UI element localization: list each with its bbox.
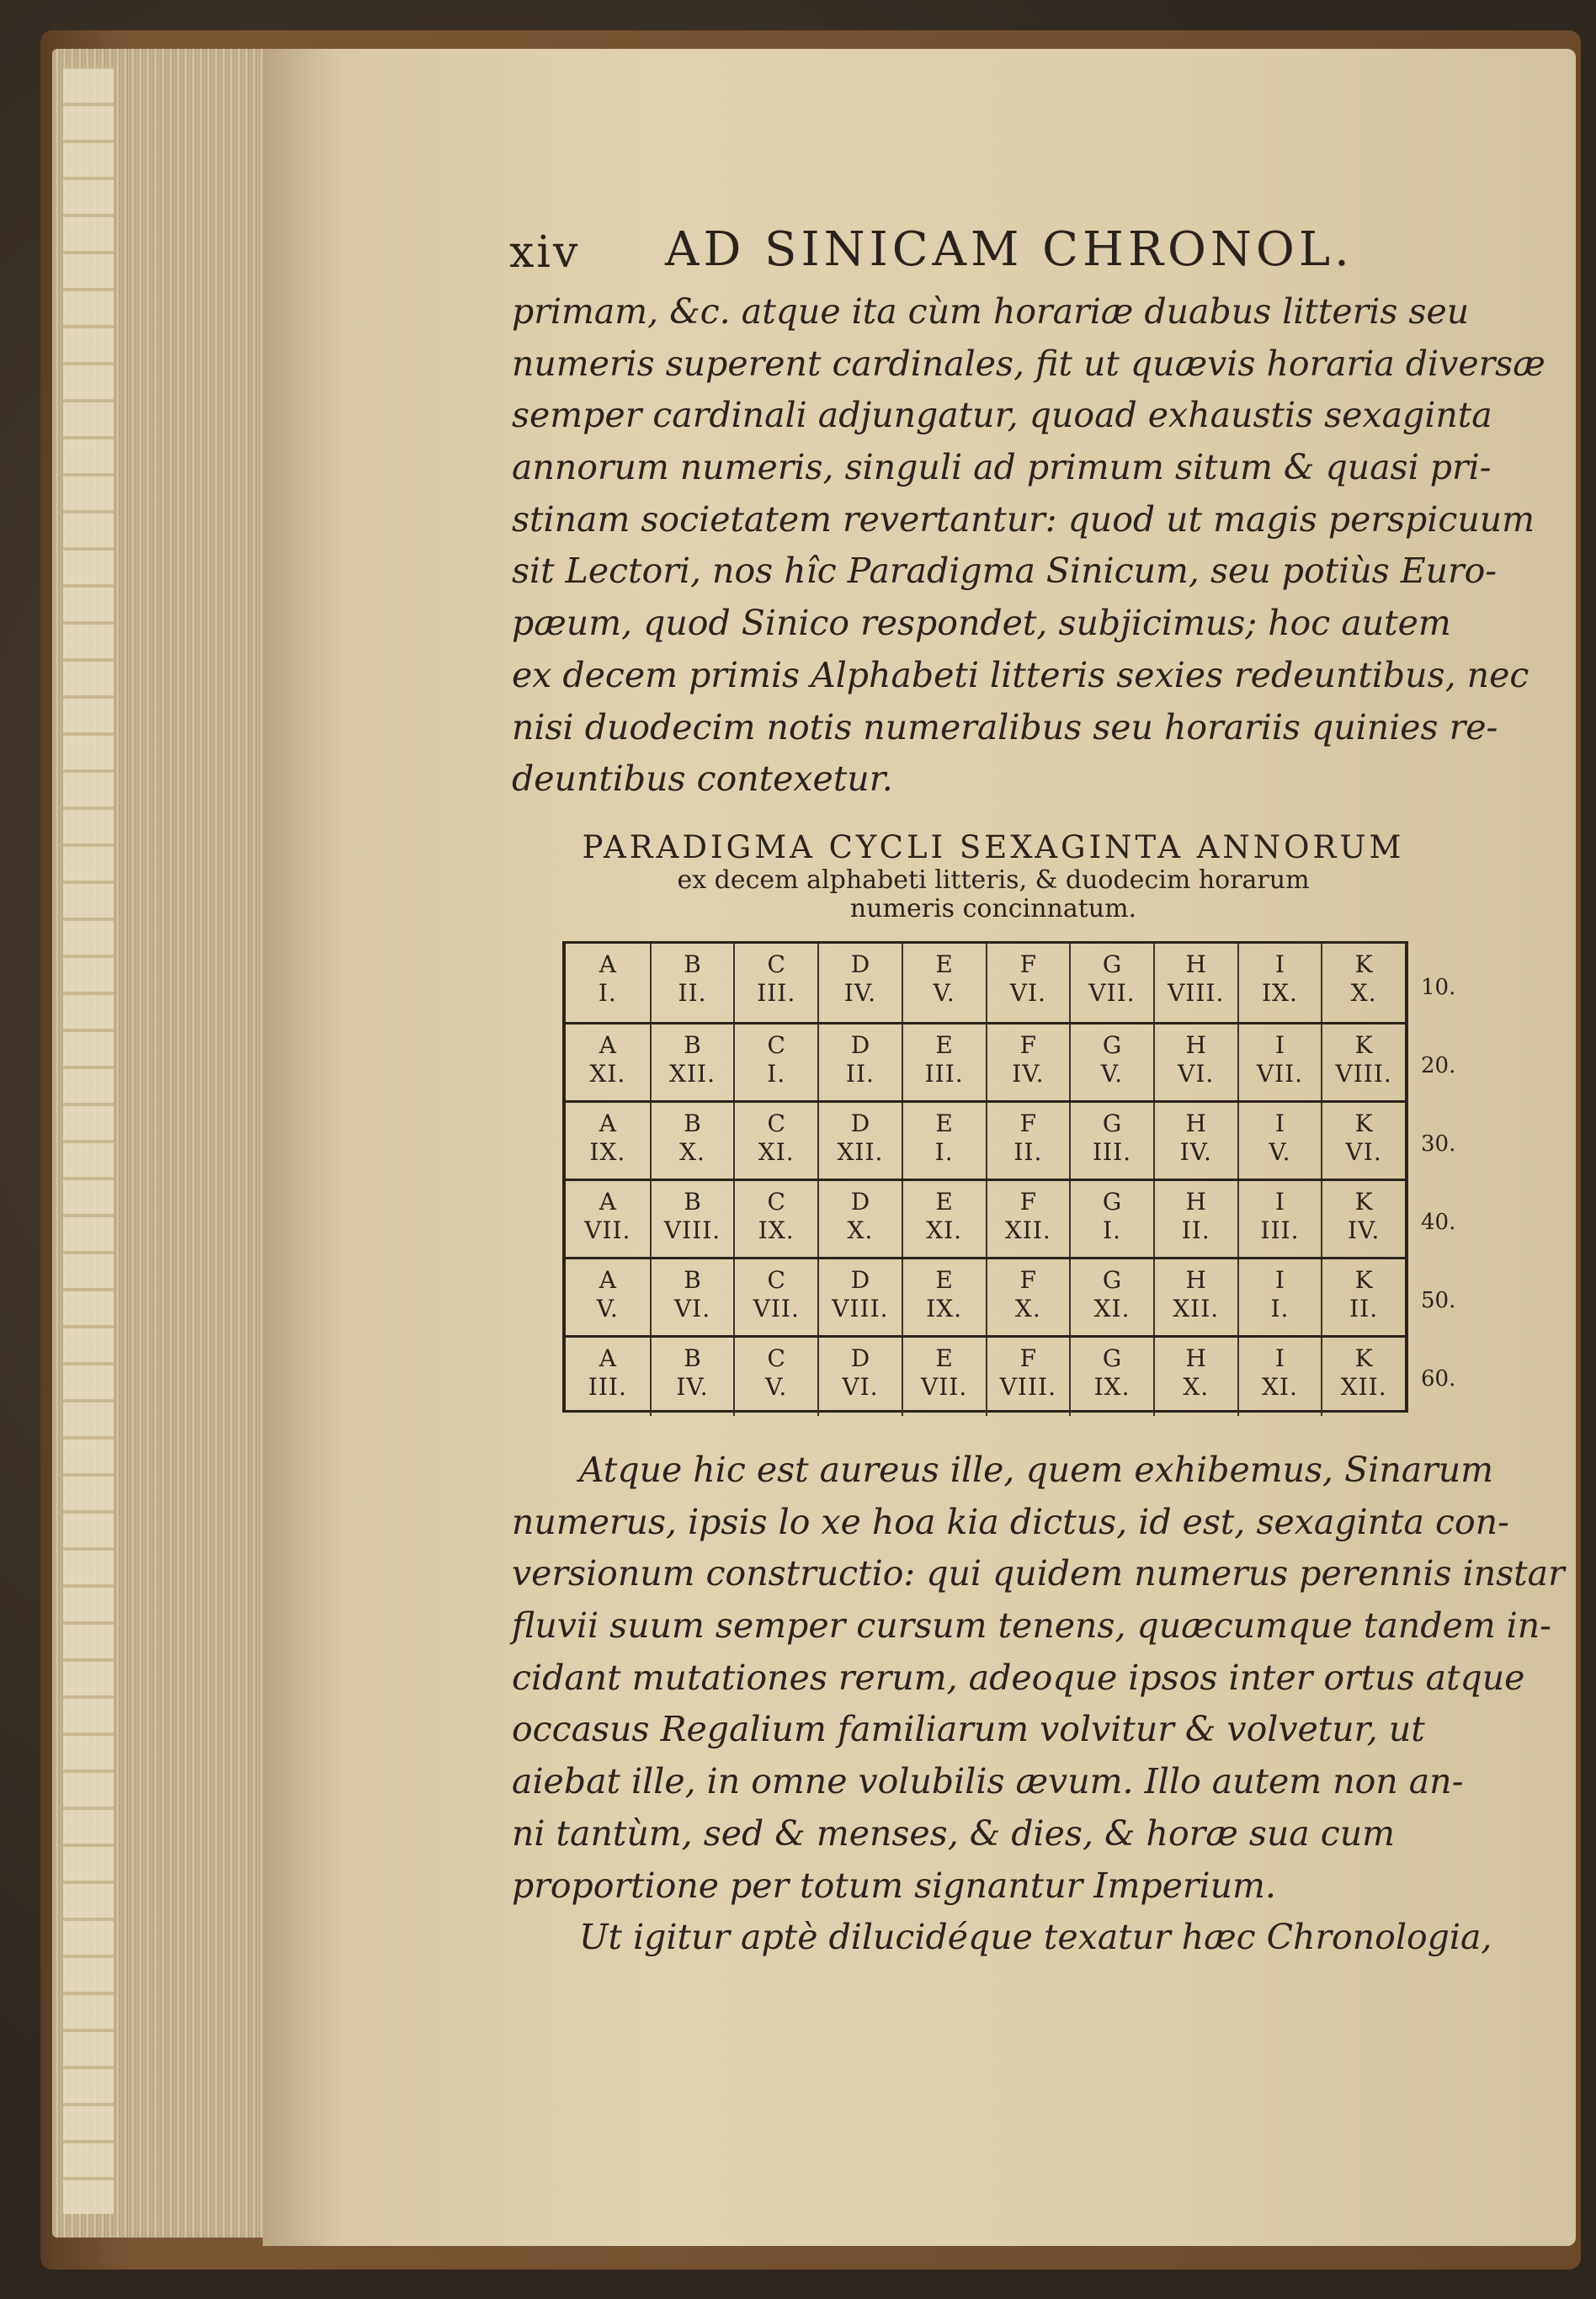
table-cell — [902, 1338, 986, 1416]
cell-letter: I — [1274, 1344, 1285, 1372]
cell-letter: C — [767, 1031, 785, 1059]
row-year-count: 20. — [1421, 1053, 1456, 1078]
cell-letter: I — [1274, 1188, 1285, 1216]
cell-letter: I — [1274, 950, 1285, 978]
cell-letter: H — [1185, 950, 1206, 978]
table-cell — [1321, 944, 1405, 1022]
table-cell — [902, 1181, 986, 1259]
cell-letter: G — [1102, 1344, 1122, 1372]
table-cell — [1237, 1103, 1322, 1181]
cell-numeral: VI. — [842, 1373, 879, 1401]
table-title: PARADIGMA CYCLI SEXAGINTA ANNORUM — [582, 829, 1405, 865]
table-row — [566, 1257, 1405, 1338]
table-row — [566, 944, 1405, 1022]
cell-letter: B — [684, 1344, 701, 1372]
cell-letter: F — [1019, 1344, 1037, 1372]
cell-numeral: X. — [1350, 979, 1377, 1007]
cell-letter: K — [1354, 1110, 1373, 1137]
cell-numeral: III. — [1260, 1216, 1300, 1244]
table-cell — [1153, 1259, 1237, 1338]
cell-letter: B — [684, 1266, 701, 1294]
table-cell — [566, 1103, 650, 1181]
table-cell — [1321, 1259, 1405, 1338]
cell-letter: E — [935, 1110, 953, 1137]
cell-numeral: IX. — [589, 1138, 626, 1166]
table-cell — [1237, 1259, 1322, 1338]
cell-letter: K — [1354, 1031, 1373, 1059]
cell-numeral: VIII. — [832, 1295, 889, 1322]
cell-numeral: IV. — [676, 1373, 709, 1401]
table-cell — [1069, 1024, 1153, 1103]
cell-numeral: I. — [1270, 1295, 1290, 1322]
row-year-count: 30. — [1421, 1131, 1456, 1157]
table-cell — [1069, 1338, 1153, 1416]
text-line: primam, &c. atque ita cùm horariæ duabus litteris seu — [512, 291, 1470, 332]
table-row — [566, 1335, 1405, 1416]
cell-letter: F — [1019, 1266, 1037, 1294]
table-cell — [1069, 1103, 1153, 1181]
text-line: numeris superent cardinales, fit ut quævis horaria diversæ — [512, 343, 1545, 384]
cell-numeral: I. — [598, 979, 617, 1007]
cell-numeral: VIII. — [999, 1373, 1056, 1401]
table-cell — [1237, 1338, 1322, 1416]
text-line: Atque hic est aureus ille, quem exhibemus, Sinarum — [579, 1450, 1494, 1490]
cell-letter: H — [1185, 1266, 1206, 1294]
cell-numeral: VI. — [673, 1295, 711, 1322]
text-line: cidant mutationes rerum, adeoque ipsos inter ortus atque — [512, 1657, 1525, 1698]
table-cell — [902, 1259, 986, 1338]
cell-letter: D — [850, 1031, 870, 1059]
cell-numeral: XII. — [1004, 1216, 1051, 1244]
cell-numeral: VII. — [1256, 1060, 1304, 1088]
cell-letter: C — [767, 1110, 785, 1137]
table-row — [566, 1022, 1405, 1103]
paragraph-2 — [512, 1445, 1565, 1964]
table-cell — [650, 1024, 734, 1103]
text-line: stinam societatem revertantur: quod ut magis perspicuum — [512, 498, 1535, 540]
cell-numeral: XI. — [926, 1216, 963, 1244]
table-row — [566, 1100, 1405, 1181]
table-cell — [1153, 1103, 1237, 1181]
cell-numeral: XII. — [669, 1060, 716, 1088]
text-line: ni tantùm, sed & menses, & dies, & horæ sua cum — [512, 1812, 1395, 1854]
table-cell — [1321, 1103, 1405, 1181]
cell-numeral: V. — [596, 1295, 619, 1322]
table-cell — [986, 1181, 1070, 1259]
table-cell — [650, 1181, 734, 1259]
table-cell — [1321, 1024, 1405, 1103]
cell-letter: A — [598, 1188, 616, 1216]
cell-numeral: IV. — [1347, 1216, 1381, 1244]
cell-letter: H — [1185, 1188, 1206, 1216]
table-cell — [650, 944, 734, 1022]
table-cell — [733, 1259, 817, 1338]
table-cell — [566, 944, 650, 1022]
table-cell — [1237, 1024, 1322, 1103]
cell-letter: F — [1019, 1188, 1037, 1216]
text-line: annorum numeris, singuli ad primum situm & quasi pri- — [512, 447, 1492, 488]
table-cell — [817, 1181, 902, 1259]
cell-letter: G — [1102, 1031, 1122, 1059]
cell-numeral: III. — [757, 979, 796, 1007]
sexagenary-cycle-table — [562, 941, 1408, 1413]
cell-letter: B — [684, 1031, 701, 1059]
text-line: pæum, quod Sinico respondet, subjicimus; hoc autem — [512, 603, 1451, 644]
table-cell — [1153, 944, 1237, 1022]
table-cell — [733, 1338, 817, 1416]
cell-letter: E — [935, 950, 953, 978]
cell-numeral: I. — [1103, 1216, 1122, 1244]
cell-numeral: XI. — [1261, 1373, 1298, 1401]
cell-numeral: VII. — [1088, 979, 1136, 1007]
cell-numeral: II. — [1349, 1295, 1379, 1322]
cell-letter: K — [1354, 1266, 1373, 1294]
table-cell — [902, 1103, 986, 1181]
cell-numeral: IX. — [1261, 979, 1298, 1007]
cell-numeral: IV. — [843, 979, 877, 1007]
cell-letter: E — [935, 1031, 953, 1059]
cell-numeral: XI. — [758, 1138, 795, 1166]
cell-numeral: XI. — [1093, 1295, 1130, 1322]
cell-letter: G — [1102, 1110, 1122, 1137]
cell-numeral: X. — [679, 1138, 705, 1166]
table-cell — [817, 1259, 902, 1338]
cell-numeral: XI. — [589, 1060, 626, 1088]
text-line: ex decem primis Alphabeti litteris sexies redeuntibus, nec — [512, 654, 1530, 695]
text-line: nisi duodecim notis numeralibus seu horariis quinies re- — [512, 706, 1498, 748]
cell-letter: D — [850, 950, 870, 978]
cell-letter: A — [598, 1031, 616, 1059]
table-cell — [566, 1181, 650, 1259]
cell-letter: C — [767, 950, 785, 978]
table-cell — [1069, 1259, 1153, 1338]
cell-numeral: XII. — [1173, 1295, 1220, 1322]
table-cell — [1069, 1181, 1153, 1259]
table-cell — [733, 1024, 817, 1103]
table-cell — [1321, 1181, 1405, 1259]
cell-letter: K — [1354, 950, 1373, 978]
cell-letter: B — [684, 950, 701, 978]
cell-letter: E — [935, 1188, 953, 1216]
table-cell — [902, 944, 986, 1022]
cell-letter: I — [1274, 1031, 1285, 1059]
table-cell — [733, 1103, 817, 1181]
table-cell — [986, 1338, 1070, 1416]
cell-letter: C — [767, 1344, 785, 1372]
cell-letter: K — [1354, 1188, 1373, 1216]
cell-numeral: X. — [1014, 1295, 1041, 1322]
cell-numeral: VII. — [584, 1216, 631, 1244]
table-cell — [1321, 1338, 1405, 1416]
cell-letter: A — [598, 1266, 616, 1294]
table-cell — [1153, 1338, 1237, 1416]
running-head — [509, 222, 1460, 286]
cell-letter: D — [850, 1110, 870, 1137]
cell-numeral: VI. — [1178, 1060, 1215, 1088]
table-cell — [1153, 1181, 1237, 1259]
cell-numeral: V. — [933, 979, 955, 1007]
cell-letter: E — [935, 1344, 953, 1372]
cell-numeral: II. — [678, 979, 707, 1007]
table-cell — [650, 1259, 734, 1338]
text-line: fluvii suum semper cursum tenens, quæcumque tandem in- — [512, 1605, 1552, 1647]
cell-letter: A — [598, 1344, 616, 1372]
table-subtitle-2: numeris concinnatum. — [849, 894, 1137, 923]
cell-letter: F — [1019, 1110, 1037, 1137]
paragraph-1 — [512, 286, 1545, 806]
table-cell — [566, 1338, 650, 1416]
cell-numeral: I. — [767, 1060, 786, 1088]
table-cell — [650, 1103, 734, 1181]
table-cell — [1153, 1024, 1237, 1103]
cell-numeral: II. — [1013, 1138, 1043, 1166]
text-line: aiebat ille, in omne volubilis ævum. Illo autem non an- — [512, 1761, 1464, 1802]
cell-letter: I — [1274, 1110, 1285, 1137]
page-number: xiv — [509, 227, 581, 278]
cell-letter: G — [1102, 1188, 1122, 1216]
cell-letter: E — [935, 1266, 953, 1294]
cell-numeral: IV. — [1179, 1138, 1212, 1166]
text-line: proportione per totum signantur Imperium. — [512, 1865, 1276, 1906]
row-year-count: 10. — [1421, 975, 1456, 1000]
cell-letter: A — [598, 950, 616, 978]
cell-letter: I — [1274, 1266, 1285, 1294]
cell-numeral: IX. — [1093, 1373, 1130, 1401]
cell-numeral: II. — [845, 1060, 875, 1088]
cell-numeral: IX. — [926, 1295, 963, 1322]
cell-numeral: X. — [847, 1216, 874, 1244]
table-cell — [650, 1338, 734, 1416]
cell-letter: D — [850, 1188, 870, 1216]
table-cell — [1237, 1181, 1322, 1259]
table-cell — [1069, 944, 1153, 1022]
cell-numeral: VI. — [1345, 1138, 1382, 1166]
cell-numeral: V. — [765, 1373, 788, 1401]
text-line: sit Lectori, nos hîc Paradigma Sinicum, seu potiùs Euro- — [512, 551, 1498, 592]
cell-numeral: V. — [1100, 1060, 1124, 1088]
cell-letter: G — [1102, 950, 1122, 978]
table-cell — [986, 1259, 1070, 1338]
text-line: versionum constructio: qui quidem numerus perennis instar — [512, 1553, 1565, 1594]
row-year-count: 40. — [1421, 1210, 1456, 1235]
cell-numeral: XII. — [837, 1138, 884, 1166]
cell-letter: H — [1185, 1344, 1206, 1372]
cell-numeral: VII. — [753, 1295, 800, 1322]
table-cell — [566, 1259, 650, 1338]
row-year-count: 50. — [1421, 1288, 1456, 1313]
cell-letter: F — [1019, 950, 1037, 978]
cell-numeral: VII. — [921, 1373, 968, 1401]
table-cell — [1237, 944, 1322, 1022]
cell-letter: C — [767, 1188, 785, 1216]
table-cell — [817, 1338, 902, 1416]
row-year-count: 60. — [1421, 1366, 1456, 1392]
text-line: Ut igitur aptè dilucidéque texatur hæc Chronologia, — [579, 1917, 1492, 1958]
cell-numeral: VIII. — [1168, 979, 1225, 1007]
cell-numeral: I. — [934, 1138, 954, 1166]
text-line: deuntibus contexetur. — [512, 758, 893, 800]
table-cell — [986, 1103, 1070, 1181]
table-cell — [986, 944, 1070, 1022]
running-title: AD SINICAM CHRONOL. — [665, 222, 1354, 277]
cell-letter: D — [850, 1266, 870, 1294]
table-subtitle-1: ex decem alphabeti litteris, & duodecim horarum — [677, 865, 1310, 895]
table-cell — [817, 1024, 902, 1103]
cell-numeral: II. — [1181, 1216, 1210, 1244]
table-cell — [902, 1024, 986, 1103]
cell-letter: H — [1185, 1110, 1206, 1137]
cell-numeral: X. — [1183, 1373, 1210, 1401]
cell-letter: D — [850, 1344, 870, 1372]
cell-letter: A — [598, 1110, 616, 1137]
table-cell — [566, 1024, 650, 1103]
cell-letter: B — [684, 1110, 701, 1137]
cell-numeral: V. — [1269, 1138, 1291, 1166]
cell-numeral: III. — [924, 1060, 964, 1088]
cell-numeral: VI. — [1009, 979, 1046, 1007]
cell-letter: H — [1185, 1031, 1206, 1059]
table-row — [566, 1179, 1405, 1259]
table-cell — [817, 1103, 902, 1181]
cell-letter: F — [1019, 1031, 1037, 1059]
cell-numeral: XII. — [1340, 1373, 1387, 1401]
table-cell — [986, 1024, 1070, 1103]
cell-letter: K — [1354, 1344, 1373, 1372]
cell-letter: C — [767, 1266, 785, 1294]
table-cell — [733, 1181, 817, 1259]
cell-numeral: III. — [1092, 1138, 1132, 1166]
text-line: occasus Regalium familiarum volvitur & volvetur, ut — [512, 1709, 1425, 1750]
cell-numeral: VIII. — [1335, 1060, 1392, 1088]
cell-numeral: III. — [588, 1373, 627, 1401]
cell-numeral: VIII. — [663, 1216, 721, 1244]
text-line: semper cardinali adjungatur, quoad exhaustis sexaginta — [512, 395, 1492, 436]
cell-letter: B — [684, 1188, 701, 1216]
table-cell — [733, 944, 817, 1022]
text-line: numerus, ipsis lo xe hoa kia dictus, id est, sexaginta con- — [512, 1501, 1509, 1542]
cell-numeral: IX. — [758, 1216, 795, 1244]
table-cell — [817, 944, 902, 1022]
cell-numeral: IV. — [1012, 1060, 1045, 1088]
cell-letter: G — [1102, 1266, 1122, 1294]
